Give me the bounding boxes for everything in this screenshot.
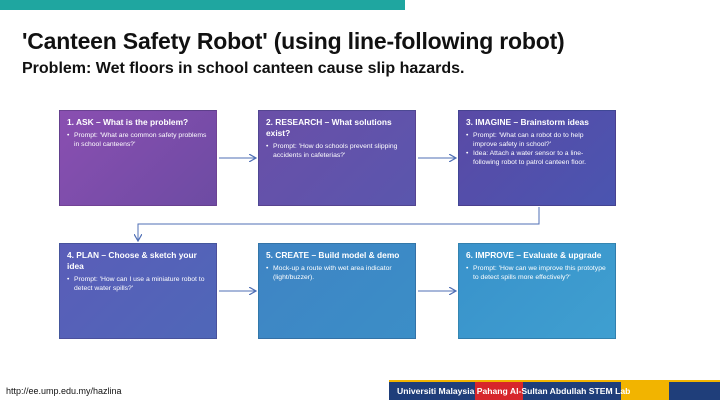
footer-banner: [389, 380, 720, 400]
step-bullet: • Mock-up a route with wet area indicator (light/buzzer).: [266, 265, 408, 282]
step-heading: 1. ASK – What is the problem?: [67, 117, 189, 127]
step-bullet: • Prompt: 'What are common safety problems in school canteens?': [67, 132, 209, 149]
step-heading: 3. IMAGINE – Brainstorm ideas: [466, 117, 589, 127]
step-heading: 6. IMPROVE – Evaluate & upgrade: [466, 250, 602, 260]
step-heading: 2. RESEARCH – What solutions exist?: [266, 117, 392, 138]
step-box-plan: [59, 243, 217, 339]
step-bullet: • Idea: Attach a water sensor to a line-following robot to patrol canteen floor.: [466, 150, 608, 167]
top-accent-bar: [0, 0, 405, 10]
step-heading: 5. CREATE – Build model & demo: [266, 250, 400, 260]
footer-institution: Universiti Malaysia Pahang Al-Sultan Abdullah STEM Lab: [397, 386, 631, 396]
step-bullet: • Prompt: 'How can I use a miniature robot to detect water spills?': [67, 276, 209, 293]
step-bullet: • Prompt: 'How do schools prevent slipping accidents in cafeterias?': [266, 143, 408, 160]
slide-title: 'Canteen Safety Robot' (using line-following robot): [22, 28, 565, 54]
arrow-3-to-4: [138, 207, 539, 240]
step-box-research: [258, 110, 416, 206]
step-bullet: • Prompt: 'How can we improve this prototype to detect spills more effectively?': [466, 265, 608, 282]
step-box-imagine: [458, 110, 616, 206]
step-bullet: • Prompt: 'What can a robot do to help improve safety in school?': [466, 132, 608, 149]
footer-url: http://ee.ump.edu.my/hazlina: [6, 386, 122, 396]
slide-subtitle: Problem: Wet floors in school canteen cause slip hazards.: [22, 60, 465, 77]
step-box-create: [258, 243, 416, 339]
step-box-ask: [59, 110, 217, 206]
step-heading: 4. PLAN – Choose & sketch your idea: [67, 250, 197, 271]
step-box-improve: [458, 243, 616, 339]
